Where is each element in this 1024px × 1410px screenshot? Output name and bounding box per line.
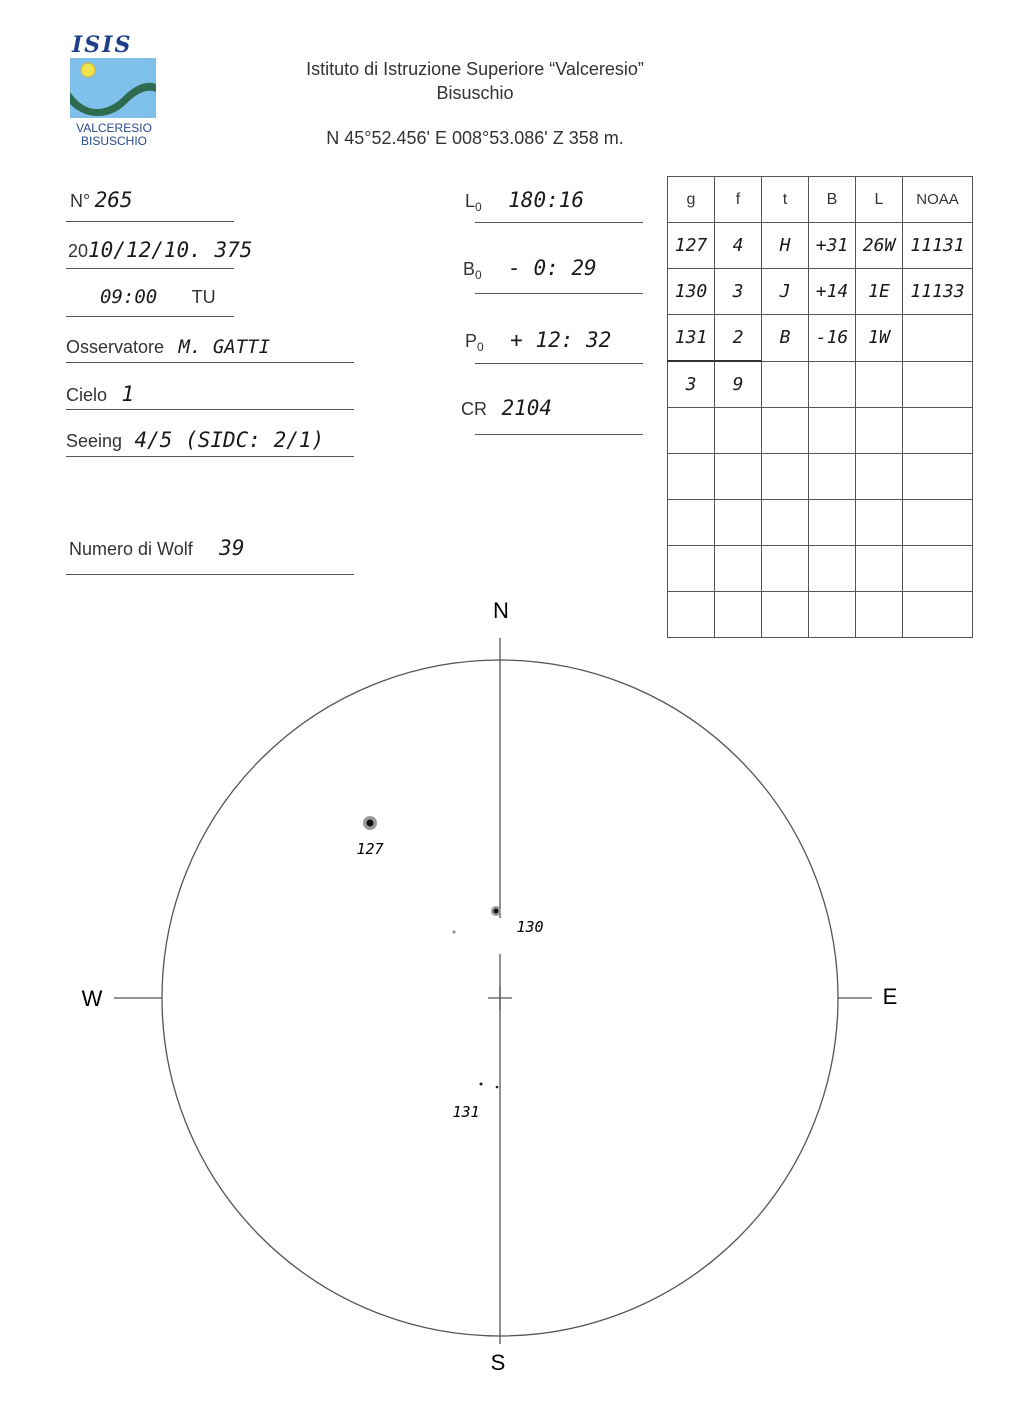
observation-time bbox=[100, 286, 216, 308]
wolf-label: Numero di Wolf bbox=[69, 539, 193, 559]
report-number-label: N° bbox=[70, 191, 91, 211]
logo-caption bbox=[62, 122, 166, 148]
p0-value: + 12: 32 bbox=[510, 328, 612, 352]
cell-latitude: -16 bbox=[809, 315, 856, 362]
spot-label-130: 130 bbox=[516, 918, 544, 936]
header-spots: f bbox=[715, 177, 762, 223]
cell-longitude: 26W bbox=[856, 223, 903, 269]
cell-group: 131 bbox=[668, 315, 715, 362]
carrington-rotation bbox=[461, 396, 552, 420]
table-row bbox=[668, 223, 973, 269]
header-longitude: L bbox=[856, 177, 903, 223]
sky-condition bbox=[66, 382, 134, 406]
table-cell bbox=[809, 361, 856, 408]
report-number-value: 265 bbox=[94, 188, 133, 212]
total-groups: 3 bbox=[668, 361, 715, 408]
table-empty-row bbox=[668, 454, 973, 500]
l0-label: $L_0$ bbox=[465, 191, 482, 214]
report-number bbox=[70, 188, 133, 212]
b0-value: - 0: 29 bbox=[508, 256, 597, 280]
sunspot-130-umbra bbox=[494, 909, 499, 914]
time-unit: TU bbox=[191, 287, 216, 307]
cell-latitude: +31 bbox=[809, 223, 856, 269]
logo-wordmark: ISIS bbox=[72, 32, 133, 58]
header-latitude: B bbox=[809, 177, 856, 223]
cell-group: 130 bbox=[668, 269, 715, 315]
cell-type: H bbox=[762, 223, 809, 269]
spot-label-131: 131 bbox=[452, 1103, 480, 1121]
ephemeris-l0 bbox=[465, 188, 584, 214]
table-row bbox=[668, 315, 973, 362]
south-label: S bbox=[490, 1350, 506, 1375]
cell-type: B bbox=[762, 315, 809, 362]
solar-disk-drawing bbox=[0, 590, 1024, 1390]
cell-longitude: 1W bbox=[856, 315, 903, 362]
cr-value: 2104 bbox=[501, 396, 553, 420]
school-name-line1: Istituto di Istruzione Superiore “Valceresio” bbox=[306, 59, 644, 79]
observer-value: M. GATTI bbox=[178, 336, 271, 358]
cell-noaa bbox=[903, 315, 973, 362]
date-value: 10/12/10. 375 bbox=[88, 238, 253, 262]
school-name bbox=[270, 57, 680, 105]
logo-caption-line2: BISUSCHIO bbox=[80, 134, 147, 148]
sky-label: Cielo bbox=[66, 385, 108, 405]
p0-label: $P_0$ bbox=[465, 331, 484, 354]
cell-type: J bbox=[762, 269, 809, 315]
logo-caption-line1: VALCERESIO bbox=[76, 121, 152, 135]
wolf-value: 39 bbox=[219, 536, 245, 560]
cell-longitude: 1E bbox=[856, 269, 903, 315]
table-row bbox=[668, 269, 973, 315]
sunspot-127-umbra bbox=[367, 820, 374, 827]
header-type: t bbox=[762, 177, 809, 223]
total-spots: 9 bbox=[715, 361, 762, 408]
east-label: E bbox=[882, 984, 898, 1009]
table-cell bbox=[903, 361, 973, 408]
school-name-line2: Bisuschio bbox=[436, 83, 514, 103]
north-label: N bbox=[493, 598, 509, 623]
table-totals-row bbox=[668, 361, 973, 408]
seeing-value: 4/5 (SIDC: 2/1) bbox=[134, 428, 325, 452]
ephemeris-b0 bbox=[463, 256, 597, 282]
header-groups: g bbox=[668, 177, 715, 223]
table-cell bbox=[856, 361, 903, 408]
sunspot-131-b bbox=[496, 1086, 499, 1089]
table-cell bbox=[762, 361, 809, 408]
seeing bbox=[66, 428, 324, 452]
time-value: 09:00 bbox=[100, 286, 158, 308]
ephemeris-p0 bbox=[465, 328, 611, 354]
cr-label: CR bbox=[461, 399, 487, 419]
cell-spots: 3 bbox=[715, 269, 762, 315]
table-empty-row bbox=[668, 546, 973, 592]
observatory-coordinates: N 45°52.456' E 008°53.086' Z 358 m. bbox=[326, 128, 624, 148]
cell-latitude: +14 bbox=[809, 269, 856, 315]
cell-noaa: 11131 bbox=[903, 223, 973, 269]
seeing-label: Seeing bbox=[66, 431, 123, 451]
table-header-row bbox=[668, 177, 973, 223]
logo-wave-icon bbox=[70, 58, 156, 118]
observer-label: Osservatore bbox=[66, 337, 165, 357]
table-empty-row bbox=[668, 408, 973, 454]
l0-value: 180:16 bbox=[508, 188, 585, 212]
sky-value: 1 bbox=[121, 382, 135, 406]
cell-spots: 2 bbox=[715, 315, 762, 362]
cell-group: 127 bbox=[668, 223, 715, 269]
spot-label-127: 127 bbox=[356, 840, 384, 858]
observer bbox=[66, 336, 270, 358]
observation-date bbox=[68, 238, 252, 262]
logo-icon bbox=[70, 58, 156, 118]
cell-noaa: 11133 bbox=[903, 269, 973, 315]
date-prefix: 20 bbox=[68, 241, 89, 261]
west-label: W bbox=[81, 986, 103, 1011]
sunspot-130-pore bbox=[453, 931, 456, 934]
table-empty-row bbox=[668, 500, 973, 546]
sunspot-group-table bbox=[667, 176, 973, 638]
sunspot-131-a bbox=[480, 1083, 483, 1086]
cell-spots: 4 bbox=[715, 223, 762, 269]
b0-label: $B_0$ bbox=[463, 259, 482, 282]
wolf-number bbox=[69, 536, 244, 560]
header-noaa: NOAA bbox=[903, 177, 973, 223]
